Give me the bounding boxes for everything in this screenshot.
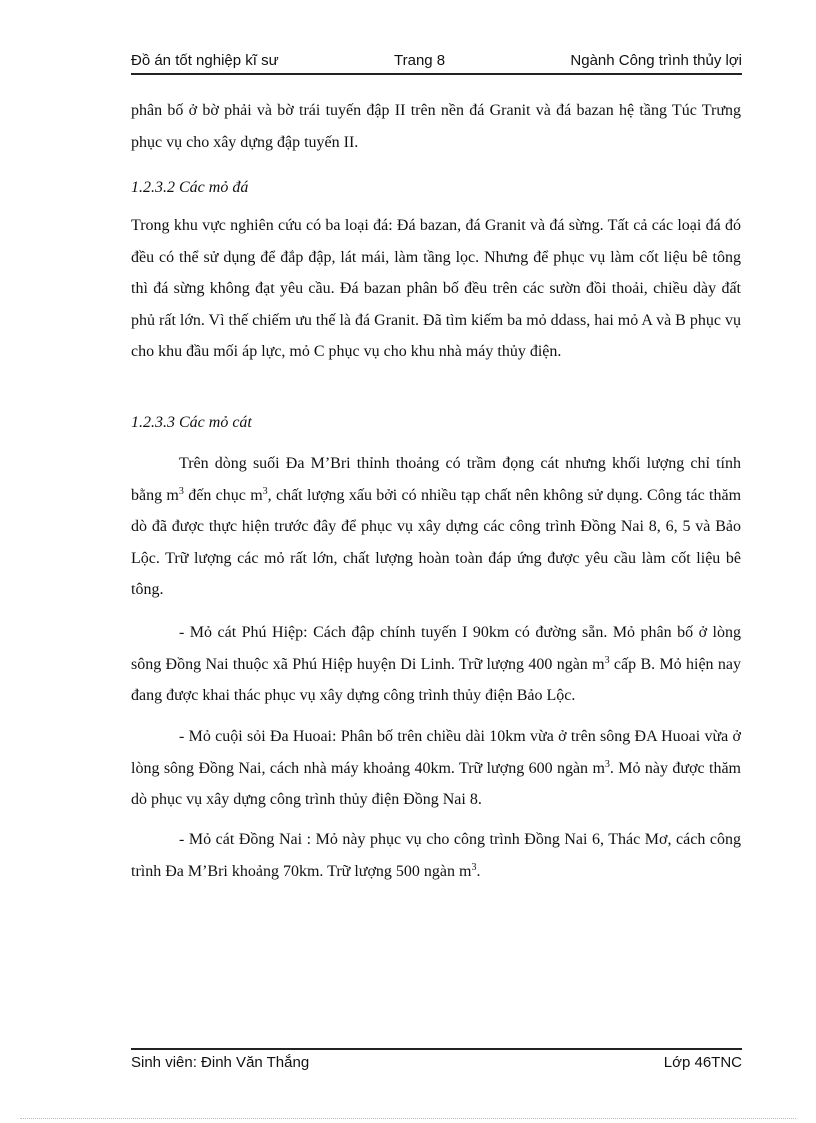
paragraph-phu-hiep [131,617,741,712]
body-block-7 [131,721,741,816]
text-run: - Mỏ cát Phú Hiệp: Cách đập chính tuyến I 90km có đường sẵn. Mỏ phân bố ở lòng sông Đồng Nai thuộc xã Phú Hiệp huyện Di Linh. Trữ lượng 400 ngàn m [131,624,741,673]
superscript: 3 [604,758,610,770]
body-block-2 [131,172,741,204]
body-block-4 [131,407,741,439]
body-block-6 [131,617,741,712]
header-thesis-title: Đồ án tốt nghiệp kĩ sư [131,52,279,69]
footer-student: Sinh viên: Đinh Văn Thắng [131,1054,310,1071]
text-run: cấp B. Mỏ hiện nay đang được khai thác phục vụ xây dựng công trình thủy điện Bảo Lộc. [131,655,741,704]
text-run: - Mỏ cuội sỏi Đa Huoai: Phân bố trên chiều dài 10km vừa ở trên sông ĐA Huoai vừa ở lòng sông Đồng Nai, cách nhà máy khoảng 40km. Trữ lượng 600 ngàn m [131,728,741,777]
header-page-number: Trang 8 [394,52,446,69]
body-block-5 [131,448,741,606]
section-heading-sand-quarries: 1.2.3.3 Các mỏ cát [131,414,252,431]
text-run: , chất lượng xấu bởi có nhiều tạp chất nên không sử dụng. Công tác thăm dò đã được thực hiện trước đây để phục vụ xây dựng các công trình Đồng Nai 8, 6, 5 và Bảo Lộc. Trữ lượng các mỏ rất lớn, chất lượng hoàn toàn đáp ứng được yêu cầu làm cốt liệu bê tông. [131,486,742,598]
section-heading-stone-quarries: 1.2.3.2 Các mỏ đá [131,179,249,196]
text-run: . [476,862,481,880]
page-footer [131,1052,742,1074]
header-rule [131,73,742,75]
superscript: 3 [262,485,268,497]
superscript: 3 [604,654,610,666]
superscript: 3 [178,485,184,497]
body-block-3 [131,210,741,368]
text-run: . Mỏ này được thăm dò phục vụ xây dựng công trình thủy điện Đồng Nai 8. [131,759,742,808]
body-block-1 [131,95,741,158]
paragraph-stone-quarries: Trong khu vực nghiên cứu có ba loại đá: Đá bazan, đá Granit và đá sừng. Tất cả các loại đá đó đều có thể sử dụng để đắp đập, lát mái, làm tầng lọc. Nhưng để phục vụ làm cốt liệu bê tông thì đá sừng không đạt yêu cầu. Đá bazan phân bố đều trên các sườn đồi thoải, chiều dày đất phủ rất lớn. Vì thế chiếm ưu thế là đá Granit. Đã tìm kiếm ba mỏ ddass, hai mỏ A và B phục vụ cho khu đầu mối áp lực, mỏ C phục vụ cho khu nhà máy thủy điện. [131,217,741,360]
footer-class: Lớp 46TNC [663,1054,742,1071]
paragraph-continuation: phân bố ở bờ phải và bờ trái tuyến đập II trên nền đá Granit và đá bazan hệ tầng Túc Trưng phục vụ cho xây dựng đập tuyến II. [131,102,741,151]
body-block-8 [131,824,741,887]
page-header [131,50,742,72]
footer-rule [131,1048,742,1050]
paragraph-da-huoai [131,721,741,816]
page-edge-dots [20,1118,796,1119]
text-run: - Mỏ cát Đồng Nai : Mỏ này phục vụ cho công trình Đồng Nai 6, Thác Mơ, cách công trình Đa M’Bri khoảng 70km. Trữ lượng 500 ngàn m [131,831,741,880]
paragraph-sand-overview [131,448,741,606]
text-run: đến chục m [183,486,263,504]
header-major: Ngành Công trình thủy lợi [570,52,742,69]
paragraph-dong-nai [131,824,741,887]
text-run: Trên dòng suối Đa M’Bri thỉnh thoảng có trầm đọng cát nhưng khối lượng chỉ tính bằng m [131,455,741,504]
superscript: 3 [471,861,477,873]
